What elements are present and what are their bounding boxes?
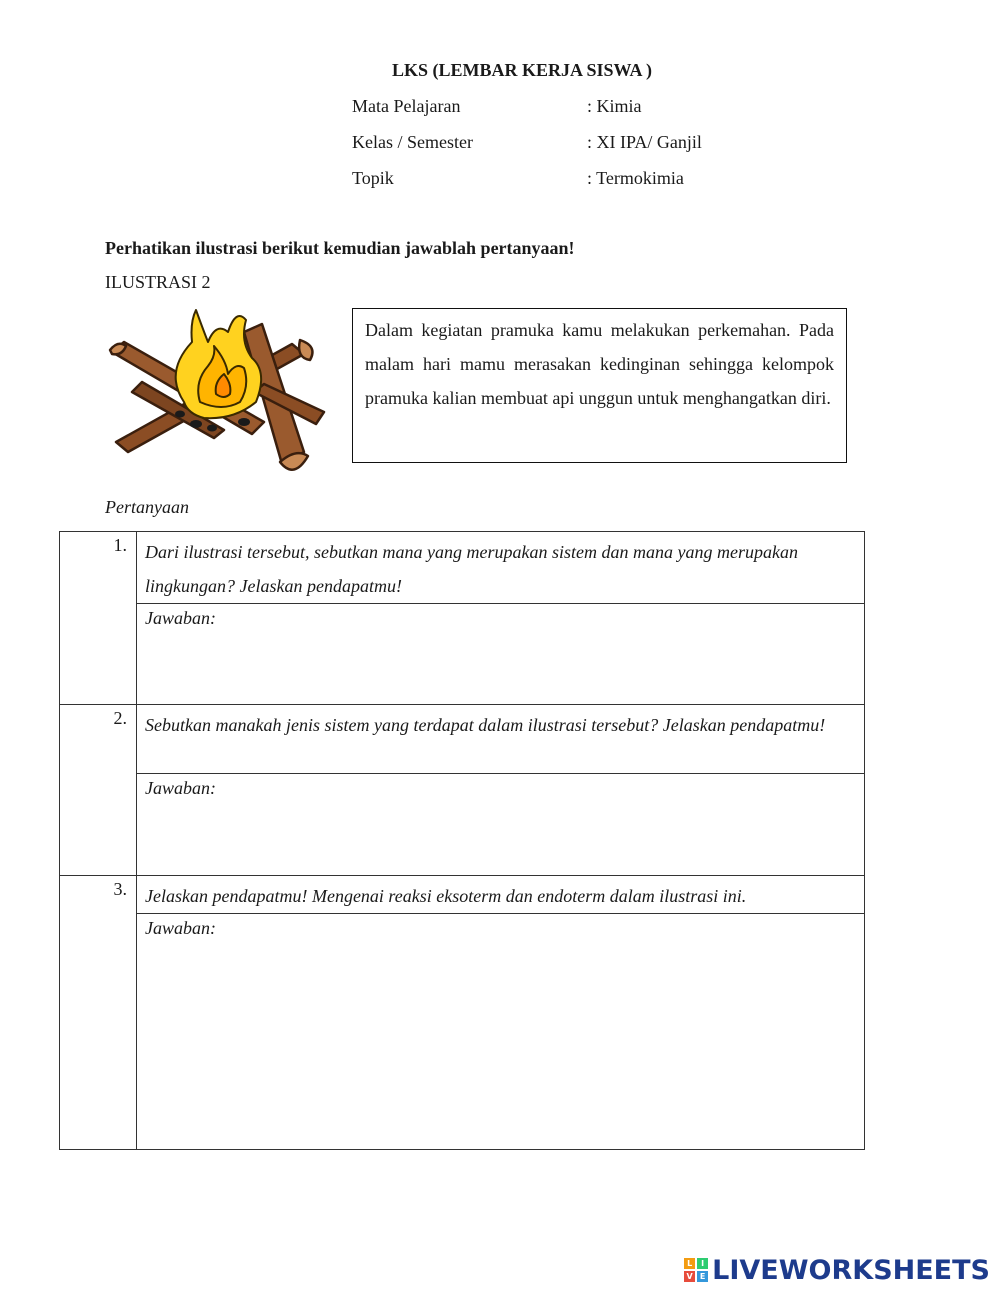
answer-field[interactable]: Jawaban: xyxy=(137,604,865,705)
answer-row xyxy=(60,604,865,705)
instruction-text: Perhatikan ilustrasi berikut kemudian jawablah pertanyaan! xyxy=(105,238,575,258)
liveworksheets-logo[interactable] xyxy=(684,1254,990,1286)
logo-text: LIVEWORKSHEETS xyxy=(712,1254,990,1286)
questions-heading: Pertanyaan xyxy=(105,497,189,517)
logo-letter: E xyxy=(697,1271,708,1282)
logo-letter: V xyxy=(684,1271,695,1282)
illustration-story: Dalam kegiatan pramuka kamu melakukan perkemahan. Pada malam hari mamu merasakan kedinginan sehingga kelompok pramuka kalian membuat api unggun untuk menghangatkan diri. xyxy=(352,308,847,463)
question-number: 3. xyxy=(60,876,137,1150)
page-title: LKS (LEMBAR KERJA SISWA ) xyxy=(391,60,653,80)
question-number: 2. xyxy=(60,705,137,876)
campfire-icon xyxy=(104,302,330,480)
meta-label-subject: Mata Pelajaran xyxy=(352,96,461,116)
answer-field[interactable]: Jawaban: xyxy=(137,914,865,1150)
question-row xyxy=(60,705,865,774)
meta-value-subject: : Kimia xyxy=(587,96,642,116)
logo-mark-icon xyxy=(684,1258,708,1282)
questions-table xyxy=(59,531,865,1150)
question-text: Sebutkan manakah jenis sistem yang terdapat dalam ilustrasi tersebut? Jelaskan pendapatmu! xyxy=(137,705,865,774)
meta-label-topic: Topik xyxy=(352,168,394,188)
logo-letter: L xyxy=(684,1258,695,1269)
logo-letter: I xyxy=(697,1258,708,1269)
answer-row xyxy=(60,914,865,1150)
meta-value-topic: : Termokimia xyxy=(587,168,684,188)
question-text: Jelaskan pendapatmu! Mengenai reaksi eksoterm dan endoterm dalam ilustrasi ini. xyxy=(137,876,865,914)
meta-value-class: : XI IPA/ Ganjil xyxy=(587,132,702,152)
illustration-label: ILUSTRASI 2 xyxy=(105,272,211,292)
meta-label-class: Kelas / Semester xyxy=(352,132,473,152)
question-row xyxy=(60,876,865,914)
answer-row xyxy=(60,774,865,876)
question-number: 1. xyxy=(60,532,137,705)
question-text: Dari ilustrasi tersebut, sebutkan mana yang merupakan sistem dan mana yang merupakan lingkungan? Jelaskan pendapatmu! xyxy=(137,532,865,604)
answer-field[interactable]: Jawaban: xyxy=(137,774,865,876)
question-row xyxy=(60,532,865,604)
